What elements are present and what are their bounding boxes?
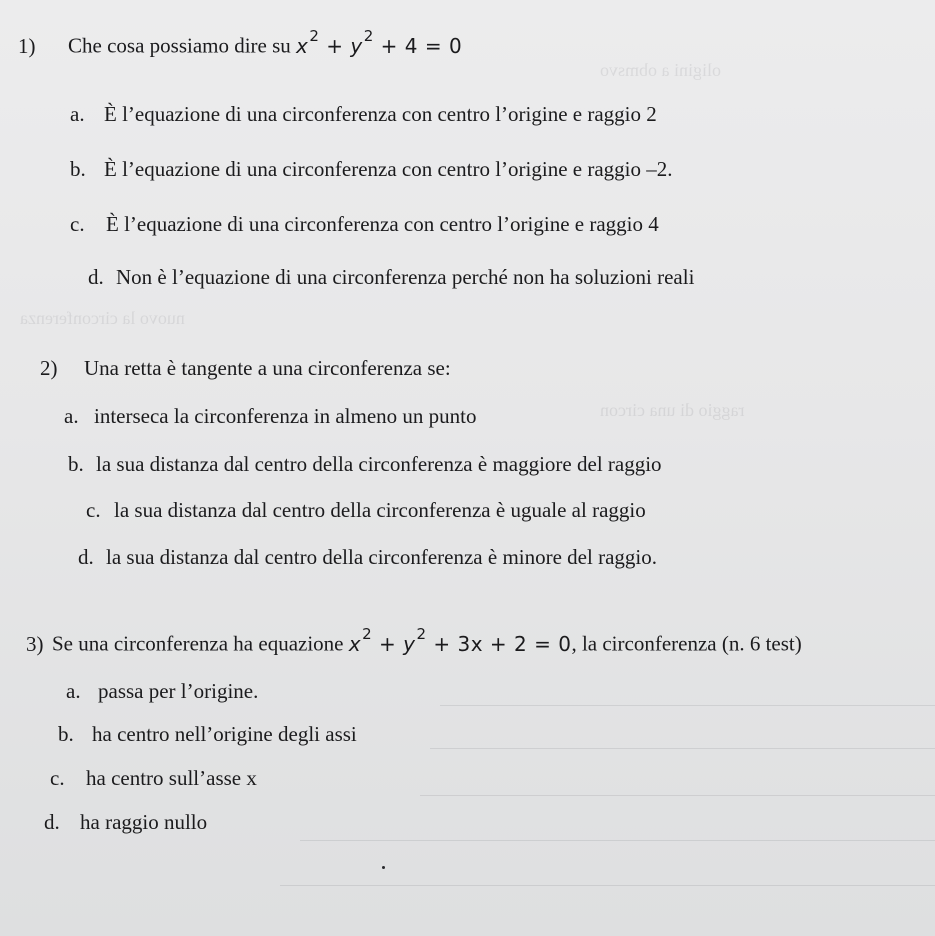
option-text: È l’equazione di una circonferenza con centro l’origine e raggio 2	[104, 102, 657, 126]
option-letter: d.	[88, 265, 104, 289]
question-1-prompt	[18, 28, 462, 58]
option-text: Non è l’equazione di una circonferenza perché non ha soluzioni reali	[116, 265, 695, 289]
option-text: ha raggio nullo	[80, 810, 208, 834]
bleed-rule	[440, 705, 935, 706]
question-3-text-after: , la circonferenza (n. 6 test)	[571, 631, 802, 656]
option-letter: b.	[68, 452, 84, 476]
question-1-option-a[interactable]	[70, 102, 657, 126]
option-letter: c.	[50, 766, 65, 790]
question-3-option-c[interactable]	[50, 766, 257, 790]
question-3-equation: $x^2 + y^2 + 3x + 2 = 0$	[348, 625, 572, 656]
option-text: interseca la circonferenza in almeno un punto	[94, 404, 477, 428]
question-3-prompt	[26, 626, 802, 656]
question-2-option-b[interactable]	[68, 452, 662, 476]
option-text: È l’equazione di una circonferenza con centro l’origine e raggio 4	[106, 212, 659, 236]
question-2-text: Una retta è tangente a una circonferenza se:	[84, 356, 451, 380]
option-letter: d.	[44, 810, 60, 834]
ink-dot	[382, 866, 385, 869]
option-letter: b.	[70, 157, 86, 181]
option-letter: c.	[70, 212, 85, 236]
question-2-prompt	[40, 356, 451, 380]
option-letter: d.	[78, 545, 94, 569]
bleed-through-text: raggio di una circon	[600, 400, 745, 420]
option-text: È l’equazione di una circonferenza con centro l’origine e raggio –2.	[104, 157, 673, 181]
question-2-number: 2)	[40, 356, 58, 380]
question-1-text: Che cosa possiamo dire su	[68, 33, 291, 58]
question-2-option-d[interactable]	[78, 545, 657, 569]
question-3-option-d[interactable]	[44, 810, 207, 834]
option-letter: b.	[58, 722, 74, 746]
question-2-option-a[interactable]	[64, 404, 477, 428]
bleed-through-text: oligini a obmsvo	[600, 60, 721, 80]
question-1-option-b[interactable]	[70, 157, 673, 181]
bleed-through-text: nuovo la circonferenza	[20, 308, 185, 328]
option-letter: a.	[64, 404, 79, 428]
question-3-number: 3)	[26, 631, 44, 656]
option-text: la sua distanza dal centro della circonferenza è maggiore del raggio	[96, 452, 662, 476]
bleed-rule	[420, 795, 935, 796]
option-letter: c.	[86, 498, 101, 522]
question-1-equation: $x^2 + y^2 + 4 = 0$	[296, 27, 463, 58]
question-3-text: Se una circonferenza ha equazione	[52, 631, 344, 656]
bleed-rule	[430, 748, 935, 749]
option-text: la sua distanza dal centro della circonferenza è uguale al raggio	[114, 498, 646, 522]
question-2-option-c[interactable]	[86, 498, 646, 522]
option-text: passa per l’origine.	[98, 679, 259, 703]
option-letter: a.	[70, 102, 85, 126]
question-3-option-b[interactable]	[58, 722, 357, 746]
option-text: ha centro sull’asse x	[86, 766, 257, 790]
question-1-option-c[interactable]	[70, 212, 659, 236]
option-text: ha centro nell’origine degli assi	[92, 722, 357, 746]
option-text: la sua distanza dal centro della circonferenza è minore del raggio.	[106, 545, 657, 569]
question-1-number: 1)	[18, 33, 36, 58]
bleed-rule	[300, 840, 935, 841]
question-3-option-a[interactable]	[66, 679, 258, 703]
bleed-rule	[280, 885, 935, 886]
question-1-option-d[interactable]	[88, 265, 694, 289]
option-letter: a.	[66, 679, 81, 703]
